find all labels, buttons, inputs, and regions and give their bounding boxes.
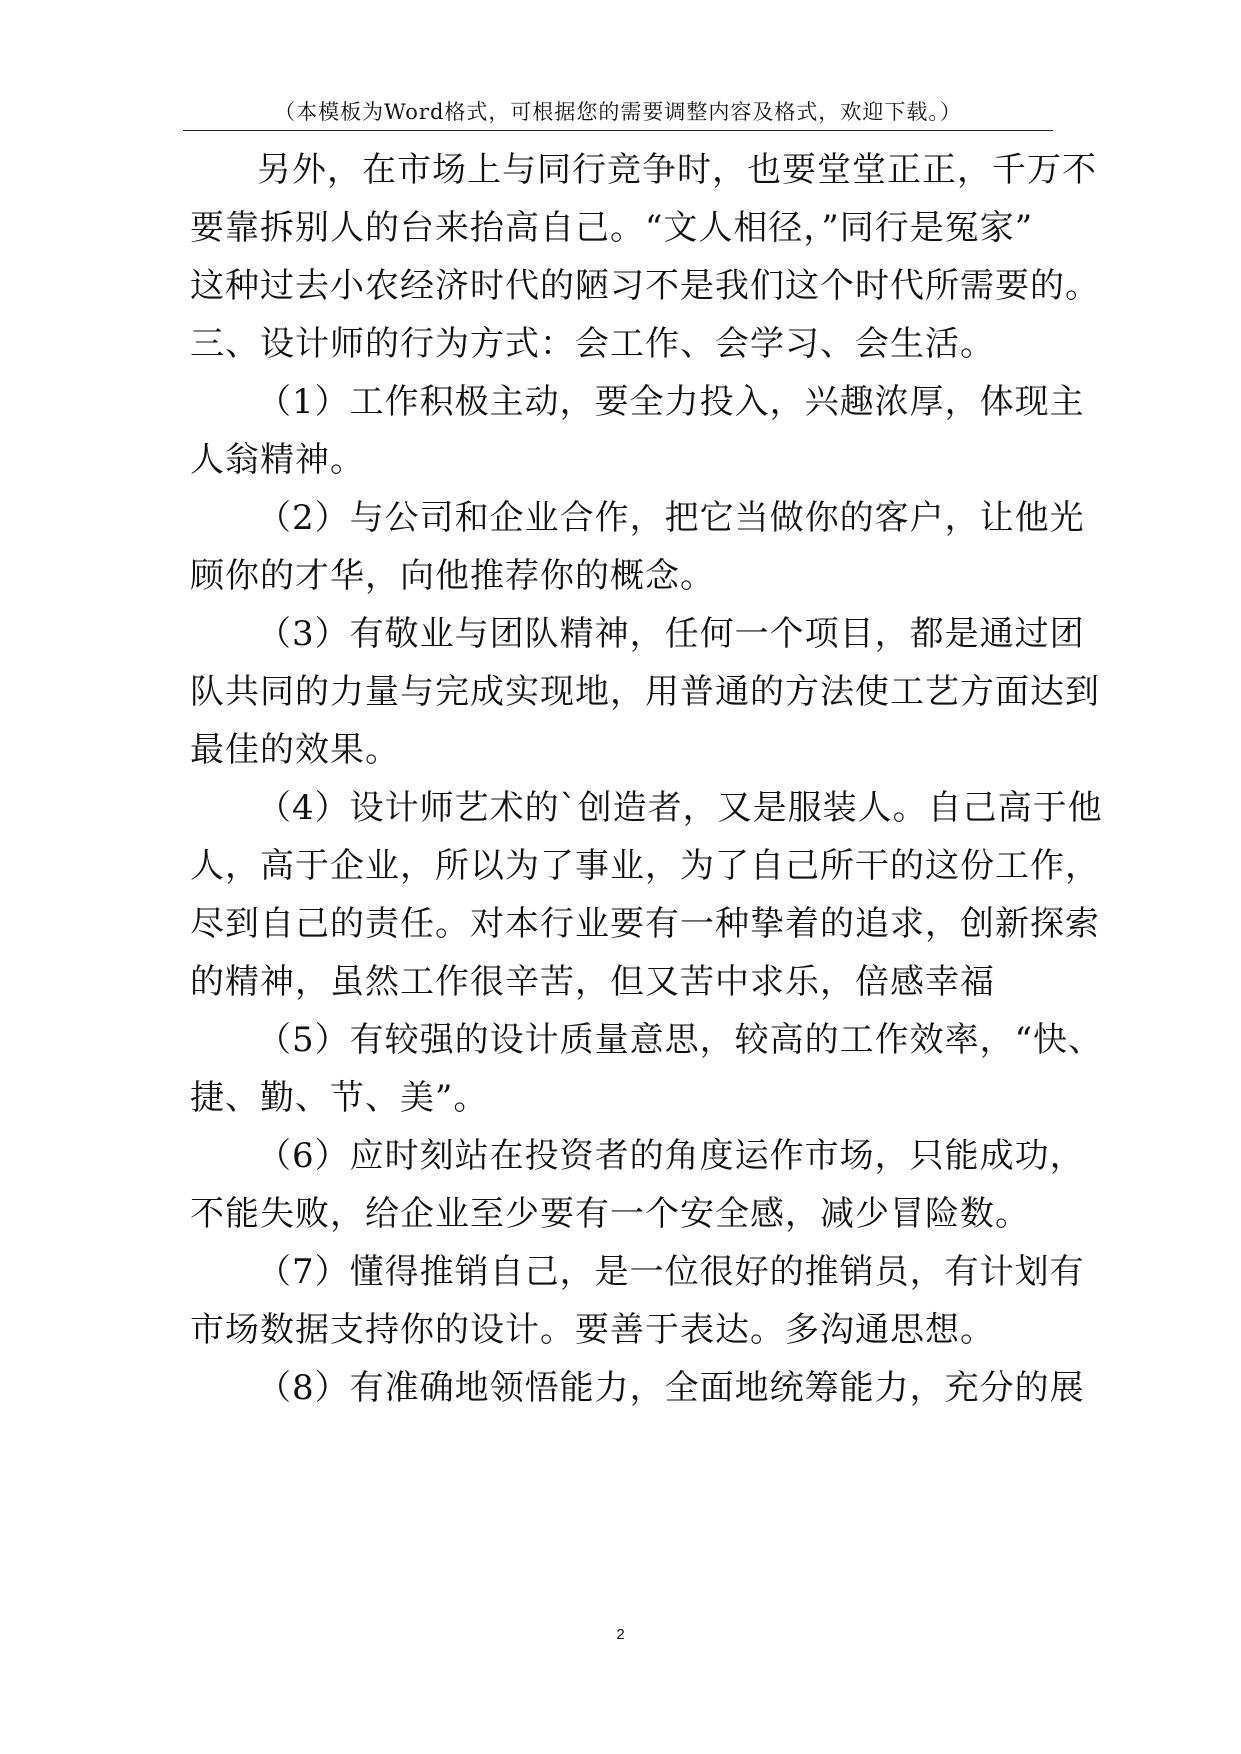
list-item-4-line: 人，高于企业，所以为了事业，为了自己所干的这份工作， [190, 846, 1100, 886]
list-item-3-line: （3）有敬业与团队精神，任何一个项目，都是通过团 [257, 614, 1085, 654]
list-item-6-line: 不能失败，给企业至少要有一个安全感，减少冒险数。 [190, 1194, 1030, 1234]
list-item-2-line: （2）与公司和企业合作，把它当做你的客户，让他光 [257, 498, 1085, 538]
list-item-3-line: 队共同的力量与完成实现地，用普通的方法使工艺方面达到 [190, 672, 1100, 712]
list-item-5-line: 捷、勤、节、美”。 [190, 1078, 489, 1118]
list-item-1-line: 人翁精神。 [190, 440, 365, 480]
body-line: 这种过去小农经济时代的陋习不是我们这个时代所需要的。 [190, 266, 1100, 306]
list-item-7-line: （7）懂得推销自己，是一位很好的推销员，有计划有 [257, 1252, 1085, 1292]
list-item-3-line: 最佳的效果。 [190, 730, 400, 770]
list-item-2-line: 顾你的才华，向他推荐你的概念。 [190, 556, 715, 596]
section-heading: 三、设计师的行为方式：会工作、会学习、会生活。 [190, 324, 995, 364]
header-divider [183, 130, 1053, 131]
list-item-7-line: 市场数据支持你的设计。要善于表达。多沟通思想。 [190, 1310, 995, 1350]
list-item-5-line: （5）有较强的设计质量意思，较高的工作效率，“快、 [257, 1020, 1104, 1060]
body-line: 另外，在市场上与同行竞争时，也要堂堂正正，千万不 [257, 150, 1097, 190]
list-item-6-line: （6）应时刻站在投资者的角度运作市场，只能成功， [257, 1136, 1085, 1176]
list-item-4-line: 尽到自己的责任。对本行业要有一种挚着的追求，创新探索 [190, 904, 1100, 944]
page-number: 2 [616, 1626, 625, 1643]
list-item-8-line: （8）有准确地领悟能力，全面地统筹能力，充分的展 [257, 1368, 1085, 1408]
list-item-4-line: （4）设计师艺术的`创造者，又是服装人。自己高于他 [257, 788, 1103, 828]
list-item-1-line: （1）工作积极主动，要全力投入，兴趣浓厚，体现主 [257, 382, 1085, 422]
template-notice: （本模板为Word格式，可根据您的需要调整内容及格式，欢迎下载。） [274, 100, 962, 124]
body-line: 要靠拆别人的台来抬高自己。“文人相径，”同行是冤家” [190, 208, 1034, 248]
list-item-4-line: 的精神，虽然工作很辛苦，但又苦中求乐，倍感幸福 [190, 962, 995, 1002]
